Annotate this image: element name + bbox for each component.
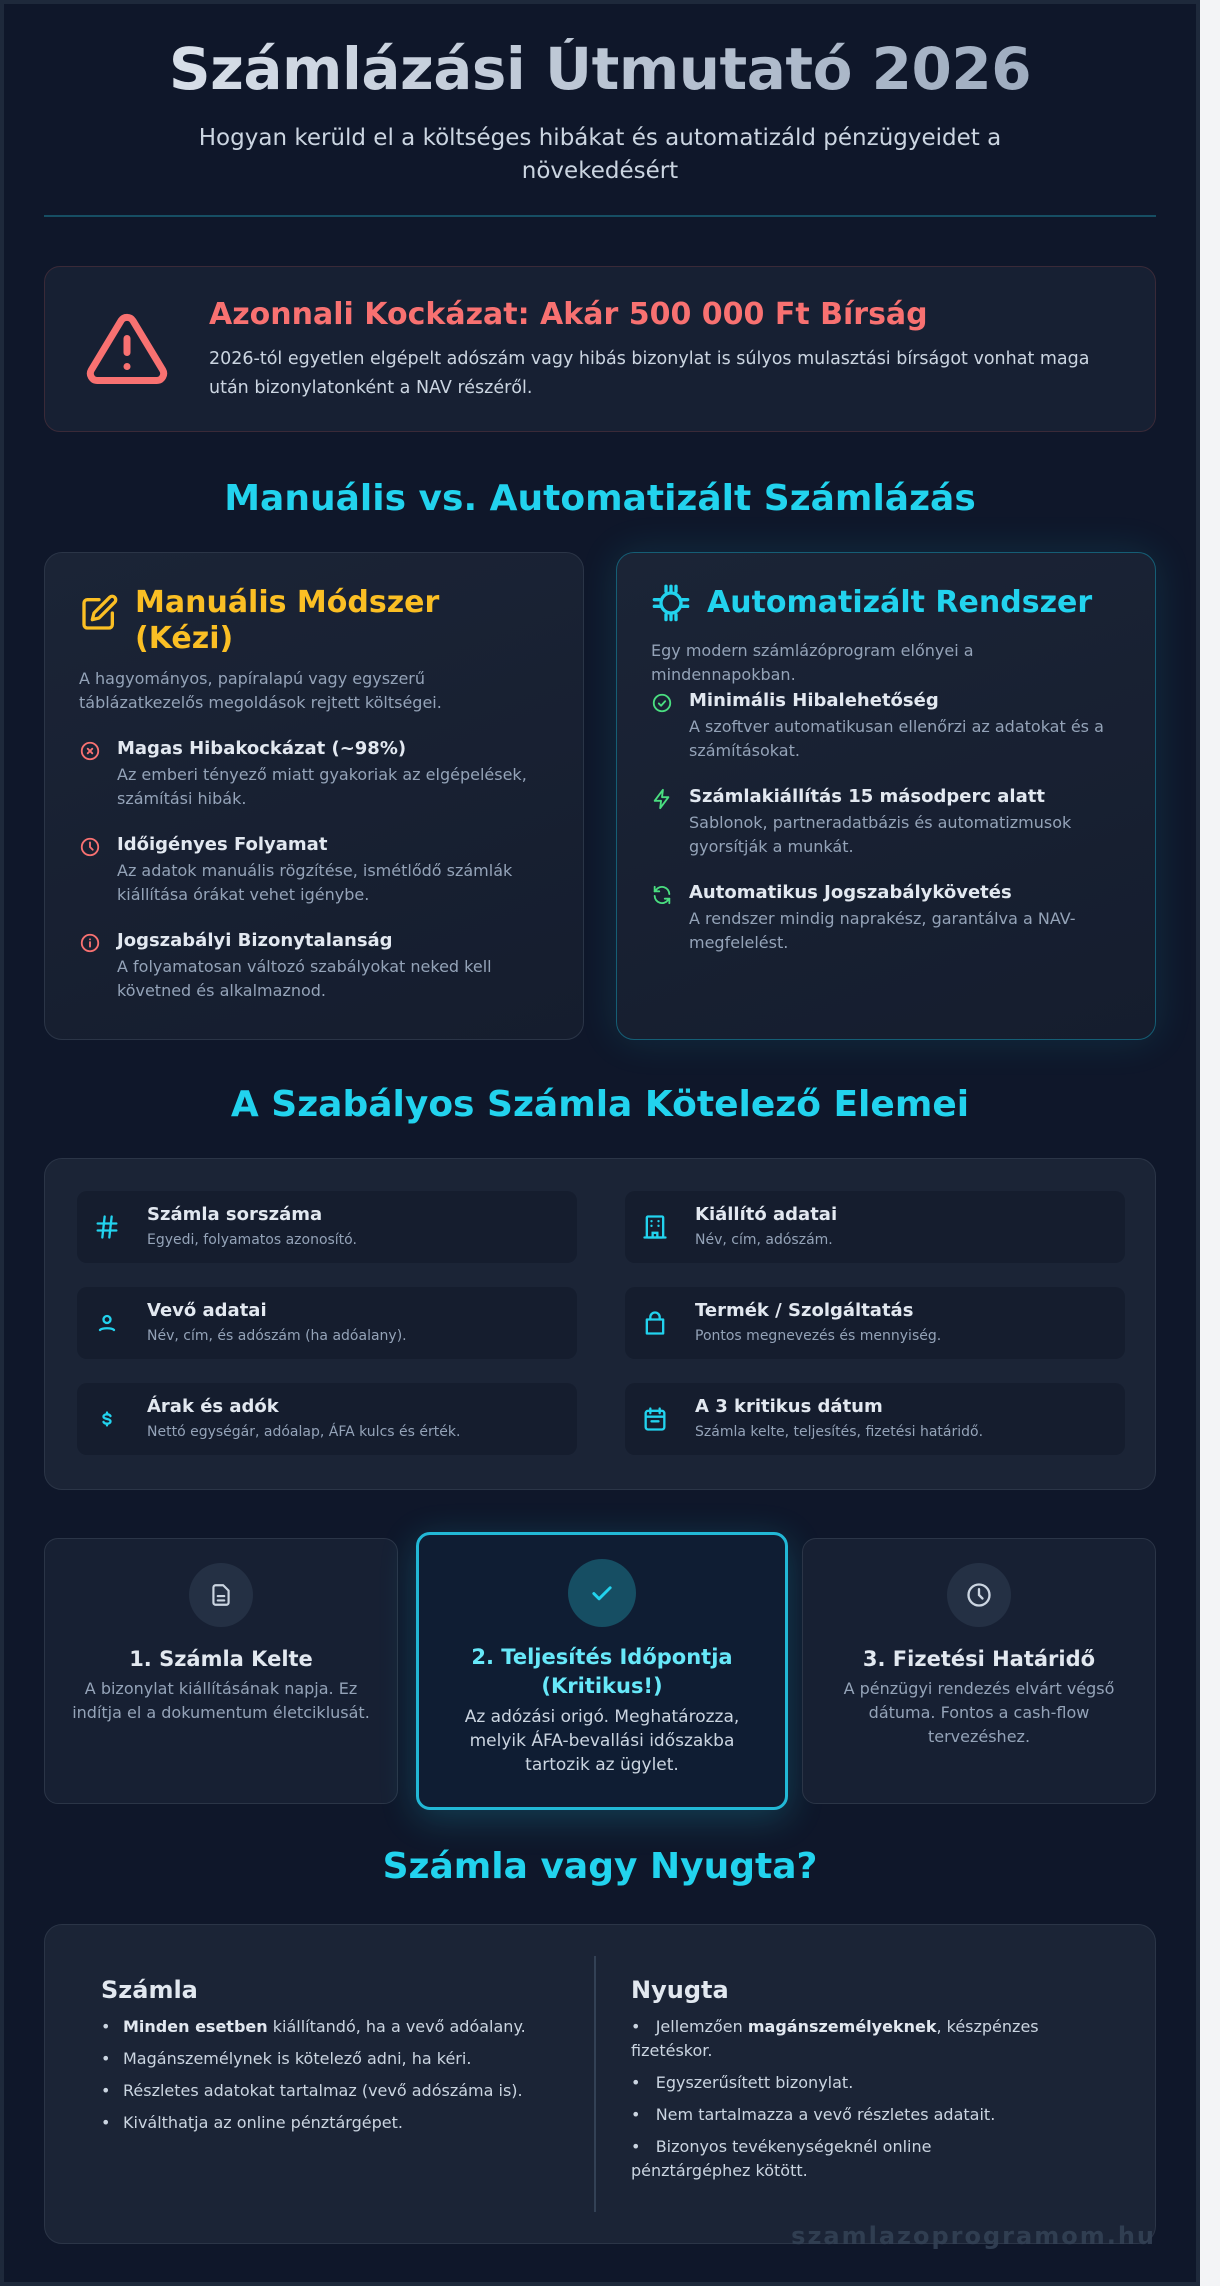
page-title: Számlázási Útmutató 2026 — [4, 38, 1196, 102]
receipt-vs-invoice-heading: Számla vagy Nyugta? — [382, 1846, 818, 1887]
invoice-point: • Magánszemélynek is kötelező adni, ha kéri. — [101, 2047, 581, 2071]
hash-icon — [93, 1213, 121, 1241]
dollar-icon — [93, 1405, 121, 1433]
element-item: Árak és adók Nettó egységár, adóalap, ÁFA kulcs és érték. — [77, 1383, 577, 1455]
watermark: szamlazoprogramom.hu — [791, 2222, 1156, 2250]
building-icon — [641, 1213, 669, 1241]
check-circle-icon — [651, 692, 673, 714]
mandatory-elements-card — [44, 1158, 1156, 1490]
manual-card-title: Manuális Módszer (Kézi) — [135, 585, 440, 656]
header-divider — [44, 215, 1156, 217]
clock-icon — [79, 836, 101, 858]
date-card-fulfillment — [416, 1532, 788, 1810]
date-card-payment-deadline — [802, 1538, 1156, 1804]
x-circle-icon — [79, 740, 101, 762]
date-card-text: A bizonylat kiállításának napja. Ez indítja el a dokumentum életciklusát. — [72, 1679, 370, 1722]
date-card-title: 2. Teljesítés Időpontja (Kritikus!) — [471, 1645, 733, 1698]
element-item: Termék / Szolgáltatás Pontos megnevezés és mennyiség. — [625, 1287, 1125, 1359]
alert-title: Azonnali Kockázat: Akár 500 000 Ft Bírság — [209, 297, 928, 332]
automated-feature-item: Számlakiállítás 15 másodperc alatt Sablonok, partneradatbázis és automatizmusok gyorsítják a munkát. — [651, 785, 1121, 859]
invoice-column — [101, 1975, 581, 2143]
manual-feature-item: Magas Hibakockázat (~98%) Az emberi tényező miatt gyakoriak az elgépelések, számítási hibák. — [79, 737, 549, 811]
risk-alert-card — [44, 266, 1156, 432]
invoice-point: • Részletes adatokat tartalmaz (vevő adószáma is). — [101, 2079, 581, 2103]
receipt-point: • Nem tartalmazza a vevő részletes adatait. — [631, 2103, 1051, 2127]
invoice-point: • Kiválthatja az online pénztárgépet. — [101, 2111, 581, 2135]
receipt-point: • Bizonyos tevékenységeknél online pénztárgéphez kötött. — [631, 2135, 1051, 2183]
date-card-title: 1. Számla Kelte — [129, 1647, 313, 1671]
automated-system-card — [616, 552, 1156, 1040]
refresh-cycle-icon — [651, 884, 673, 906]
receipt-column-title: Nyugta — [631, 1976, 729, 2004]
alert-text: 2026-tól egyetlen elgépelt adószám vagy hibás bizonylat is súlyos mulasztási bírságot vonhat maga után bizonylatonként a NAV részéről. — [209, 349, 1090, 398]
date-icon-circle — [189, 1563, 253, 1627]
calendar-icon — [641, 1405, 669, 1433]
edit-pencil-icon — [79, 593, 119, 633]
check-icon — [588, 1579, 616, 1607]
shopping-bag-icon — [641, 1309, 669, 1337]
warning-triangle-icon — [85, 307, 169, 391]
automated-feature-item: Minimális Hibalehetőség A szoftver automatikusan ellenőrzi az adatokat és a számításokat. — [651, 689, 1121, 763]
manual-method-card — [44, 552, 584, 1040]
invoice-column-title: Számla — [101, 1976, 198, 2004]
receipt-column — [631, 1975, 1051, 2191]
date-card-title: 3. Fizetési Határidő — [862, 1647, 1096, 1671]
date-card-issue — [44, 1538, 398, 1804]
page-subtitle: Hogyan kerüld el a költséges hibákat és automatizáld pénzügyeidet a növekedésért — [198, 125, 1002, 184]
manual-feature-item: Időigényes Folyamat Az adatok manuális rögzítése, ismétlődő számlák kiállítása órákat vehet igénybe. — [79, 833, 549, 907]
element-item: Számla sorszáma Egyedi, folyamatos azonosító. — [77, 1191, 577, 1263]
date-card-text: Az adózási origó. Meghatározza, melyik ÁFA-bevallási időszakba tartozik az ügylet. — [464, 1707, 740, 1775]
automated-card-title: Automatizált Rendszer — [707, 585, 1093, 620]
user-icon — [93, 1309, 121, 1337]
cpu-chip-icon — [651, 583, 691, 623]
document-icon — [208, 1582, 234, 1608]
manual-feature-item: Jogszabályi Bizonytalanság A folyamatosan változó szabályokat neked kell követned és alkalmaznod. — [79, 929, 549, 1003]
invoice-vs-receipt-card — [44, 1924, 1156, 2244]
comparison-heading: Manuális vs. Automatizált Számlázás — [224, 478, 976, 519]
invoice-point: • Minden esetben kiállítandó, ha a vevő adóalany. — [101, 2015, 581, 2039]
receipt-point: • Egyszerűsített bizonylat. — [631, 2071, 1051, 2095]
manual-card-description: A hagyományos, papíralapú vagy egyszerű táblázatkezelős megoldások rejtett költségei. — [79, 669, 442, 712]
date-card-text: A pénzügyi rendezés elvárt végső dátuma. Fontos a cash-flow tervezéshez. — [843, 1679, 1115, 1746]
automated-card-description: Egy modern számlázóprogram előnyei a mindennapokban. — [651, 641, 974, 684]
element-item: A 3 kritikus dátum Számla kelte, teljesítés, fizetési határidő. — [625, 1383, 1125, 1455]
date-icon-circle — [947, 1563, 1011, 1627]
element-item: Vevő adatai Név, cím, és adószám (ha adóalany). — [77, 1287, 577, 1359]
info-circle-icon — [79, 932, 101, 954]
element-item: Kiállító adatai Név, cím, adószám. — [625, 1191, 1125, 1263]
column-divider — [594, 1956, 596, 2212]
elements-heading: A Szabályos Számla Kötelező Elemei — [230, 1084, 970, 1125]
receipt-point: • Jellemzően magánszemélyeknek, készpénzes fizetéskor. — [631, 2015, 1051, 2063]
date-icon-circle — [568, 1559, 636, 1627]
automated-feature-item: Automatikus Jogszabálykövetés A rendszer mindig naprakész, garantálva a NAV-megfelelést. — [651, 881, 1121, 955]
lightning-bolt-icon — [651, 788, 673, 810]
clock-icon — [965, 1581, 993, 1609]
